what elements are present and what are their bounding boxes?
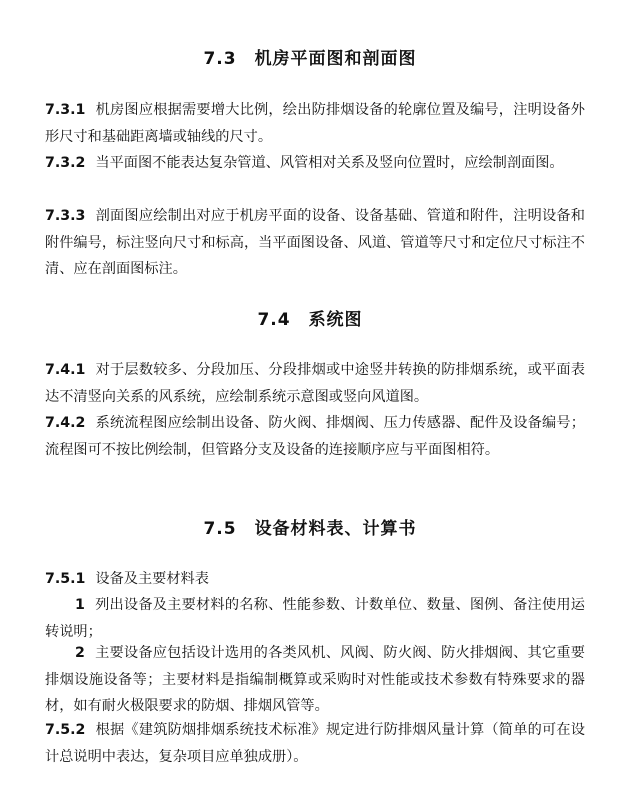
section-heading-7-3 bbox=[0, 44, 620, 69]
clause-text: 根据《建筑防烟排烟系统技术标准》规定进行防排烟风量计算（简单的可在设计总说明中表达，复杂项目应单独成册）。 bbox=[45, 722, 585, 765]
clause-text: 当平面图不能表达复杂管道、风管相对关系及竖向位置时，应绘制剖面图。 bbox=[95, 155, 564, 171]
clause-text: 对于层数较多、分段加压、分段排烟或中途竖井转换的防排烟系统，或平面表达不清竖向关系的风系统，应绘制系统示意图或竖向风道图。 bbox=[45, 362, 585, 405]
clause-text: 设备及主要材料表 bbox=[95, 571, 209, 587]
item-number: 1 bbox=[75, 597, 85, 613]
clause-7-4-1 bbox=[45, 357, 585, 410]
list-item-1 bbox=[45, 592, 585, 645]
clause-7-5-2 bbox=[45, 717, 585, 770]
item-number: 2 bbox=[75, 645, 85, 661]
item-text: 列出设备及主要材料的名称、性能参数、计数单位、数量、图例、备注使用运转说明； bbox=[45, 597, 585, 640]
clause-text: 机房图应根据需要增大比例，绘出防排烟设备的轮廓位置及编号，注明设备外形尺寸和基础距离墙或轴线的尺寸。 bbox=[45, 102, 585, 145]
section-number: 7.3 bbox=[203, 49, 237, 69]
section-title: 系统图 bbox=[308, 310, 363, 330]
section-heading-7-5 bbox=[0, 514, 620, 539]
clause-7-4-2 bbox=[45, 410, 585, 463]
section-heading-7-4 bbox=[0, 305, 620, 330]
section-number: 7.5 bbox=[203, 519, 237, 539]
clause-number: 7.5.1 bbox=[45, 571, 86, 587]
section-title: 机房平面图和剖面图 bbox=[254, 49, 417, 69]
clause-number: 7.3.1 bbox=[45, 102, 86, 118]
clause-text: 系统流程图应绘制出设备、防火阀、排烟阀、压力传感器、配件及设备编号；流程图可不按比例绘制，但管路分支及设备的连接顺序应与平面图相符。 bbox=[45, 415, 585, 458]
clause-7-5-1 bbox=[45, 566, 585, 593]
clause-number: 7.3.2 bbox=[45, 155, 86, 171]
clause-number: 7.3.3 bbox=[45, 208, 86, 224]
clause-7-3-3 bbox=[45, 203, 585, 283]
section-title: 设备材料表、计算书 bbox=[254, 519, 417, 539]
clause-number: 7.5.2 bbox=[45, 722, 86, 738]
clause-number: 7.4.1 bbox=[45, 362, 86, 378]
clause-text: 剖面图应绘制出对应于机房平面的设备、设备基础、管道和附件，注明设备和附件编号，标注竖向尺寸和标高，当平面图设备、风道、管道等尺寸和定位尺寸标注不清、应在剖面图标注。 bbox=[45, 208, 585, 277]
section-number: 7.4 bbox=[257, 310, 291, 330]
clause-7-3-2 bbox=[45, 150, 585, 177]
list-item-2 bbox=[45, 640, 585, 720]
clause-number: 7.4.2 bbox=[45, 415, 86, 431]
clause-7-3-1 bbox=[45, 97, 585, 150]
item-text: 主要设备应包括设计选用的各类风机、风阀、防火阀、防火排烟阀、其它重要排烟设施设备等；主要材料是指编制概算或采购时对性能或技术参数有特殊要求的器材，如有耐火极限要求的防烟、排烟风管等。 bbox=[45, 645, 585, 714]
